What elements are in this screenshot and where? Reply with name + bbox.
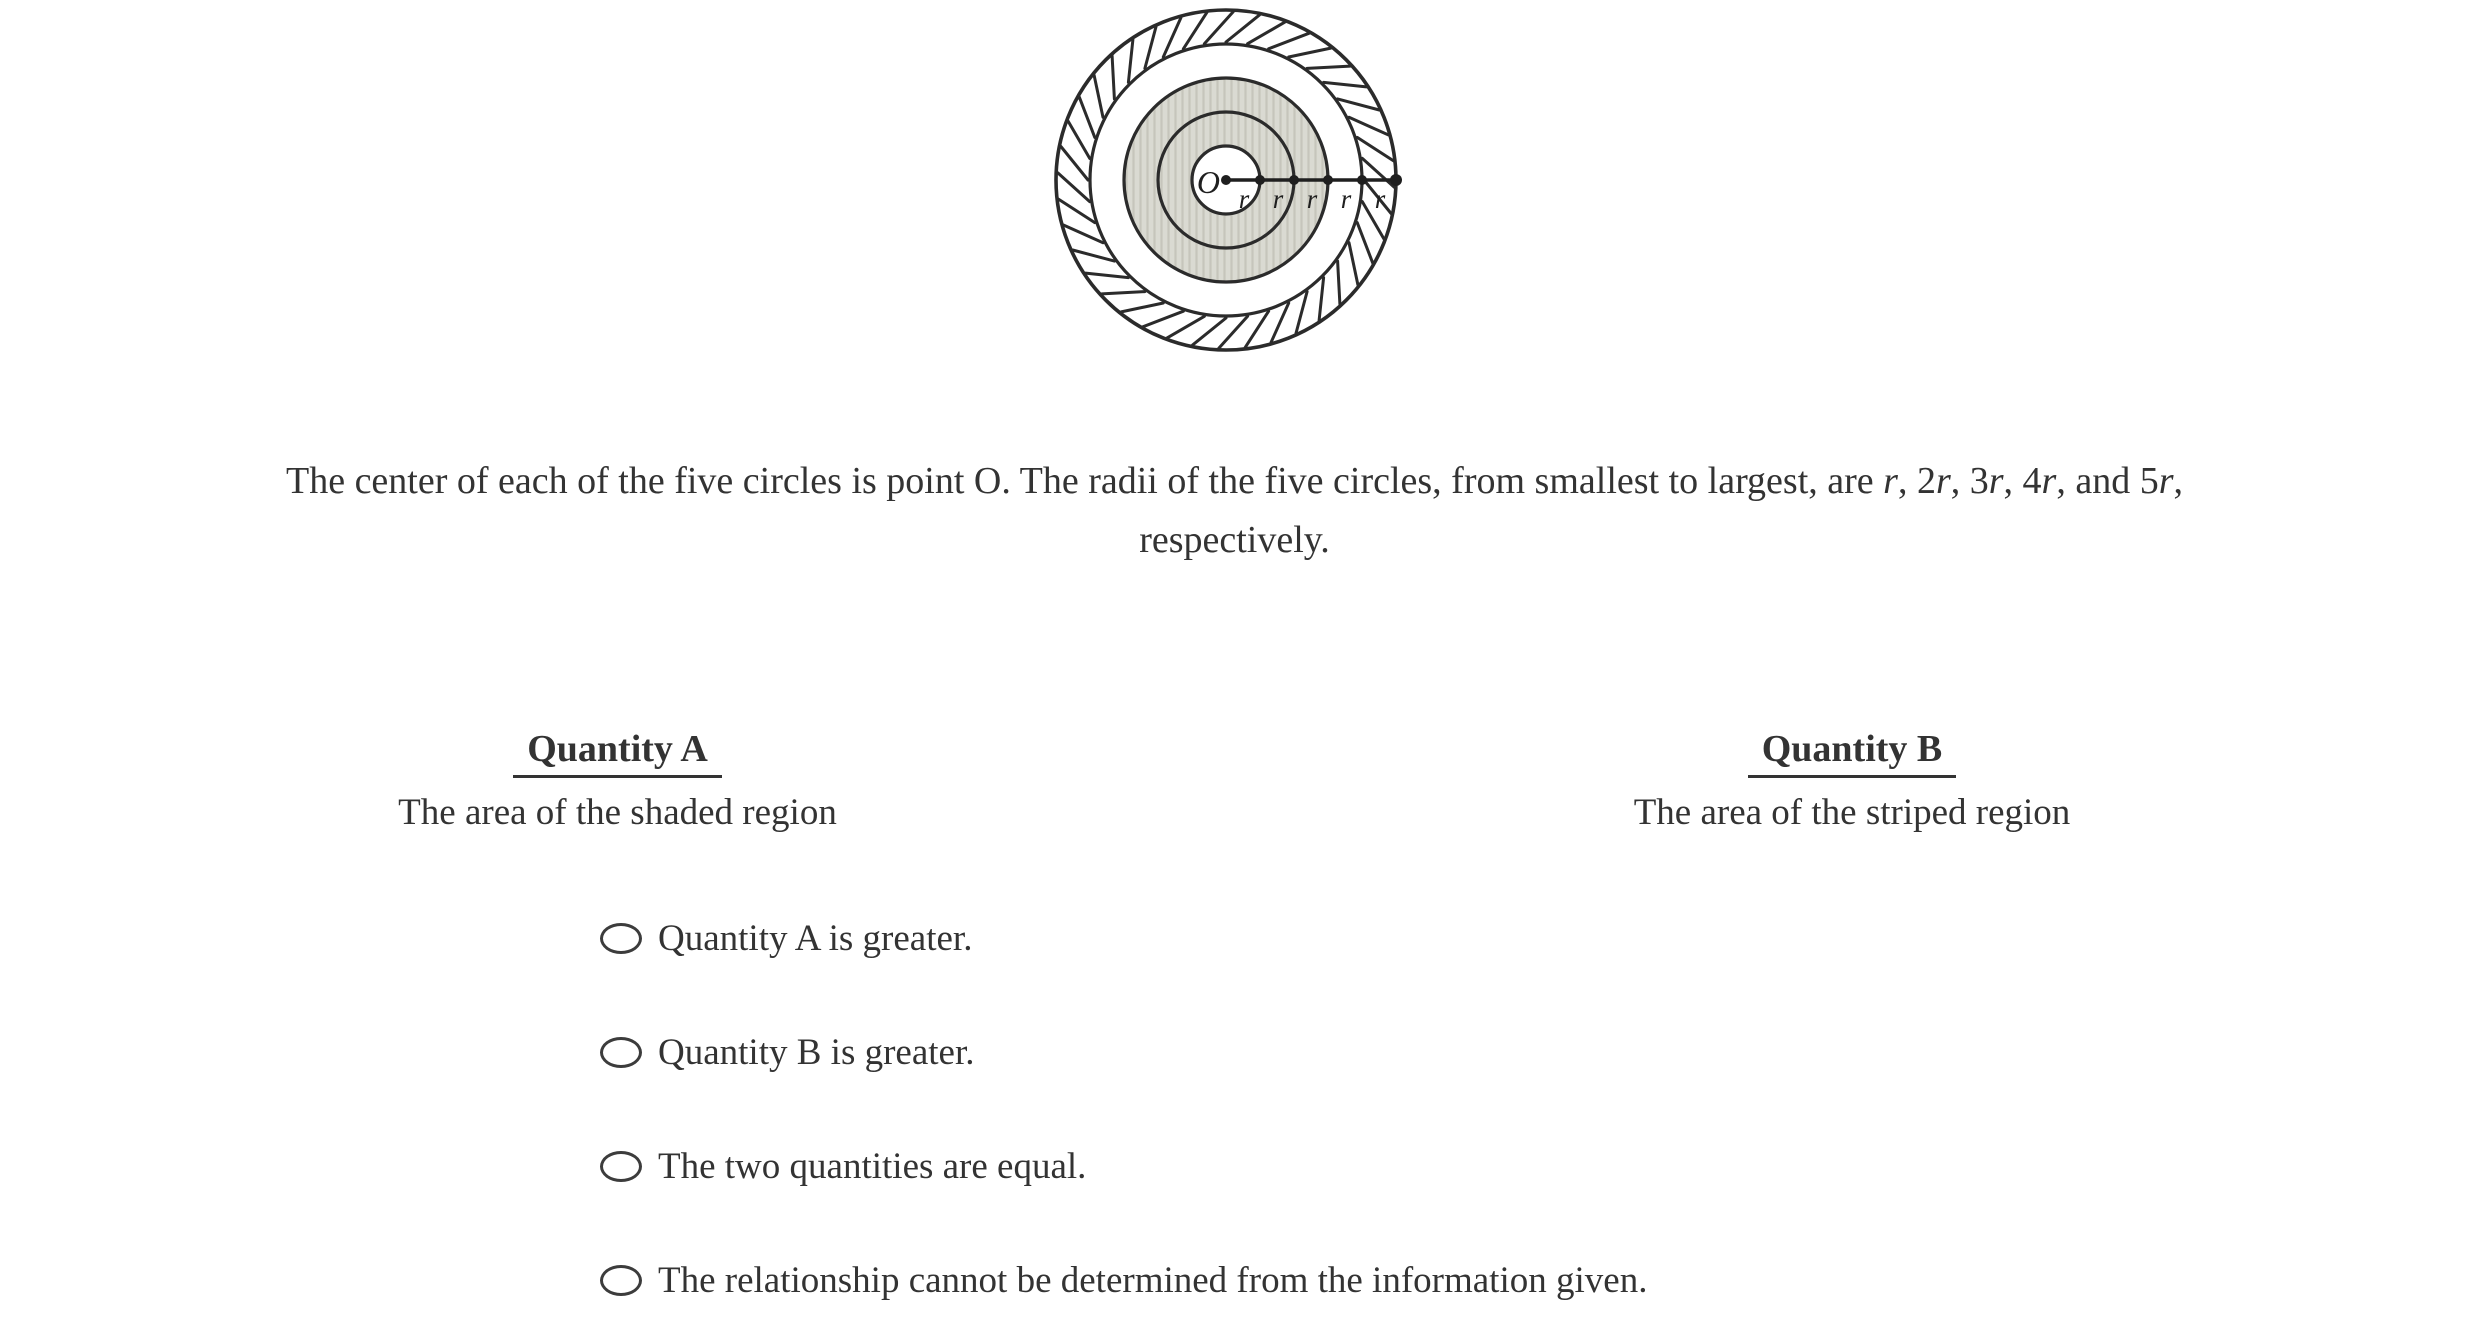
concentric-circles-figure [1046, 4, 1406, 361]
tick-dot-2r [1289, 175, 1299, 185]
quantity-a-column [0, 726, 1235, 835]
tick-dot-r [1255, 175, 1265, 185]
statement-text: , 2 [1897, 460, 1936, 502]
var-r: r [1988, 460, 2004, 502]
quantity-a-description: The area of the shaded region [398, 792, 837, 833]
option-label: Quantity B is greater. [658, 1031, 975, 1073]
var-r: r [1883, 460, 1898, 502]
radio-button[interactable] [600, 1151, 642, 1182]
option-label: The relationship cannot be determined from the information given. [658, 1259, 1648, 1301]
option-quantities-equal[interactable] [600, 1142, 1647, 1190]
option-cannot-be-determined[interactable] [600, 1256, 1647, 1304]
statement-text: , 3 [1950, 460, 1989, 502]
answer-options [600, 914, 1647, 1323]
option-label: The two quantities are equal. [658, 1145, 1087, 1187]
radio-button[interactable] [600, 1265, 642, 1296]
var-r: r [1935, 460, 1951, 502]
var-r: r [2158, 460, 2174, 502]
tick-dot-5r [1390, 174, 1402, 186]
option-label: Quantity A is greater. [658, 917, 973, 959]
option-quantity-b-greater[interactable] [600, 1028, 1647, 1076]
var-r: r [2041, 460, 2057, 502]
radio-button[interactable] [600, 1037, 642, 1068]
radio-button[interactable] [600, 923, 642, 954]
option-quantity-a-greater[interactable] [600, 914, 1647, 962]
tick-dot-4r [1357, 175, 1367, 185]
center-label: O [1196, 164, 1220, 200]
quantity-a-heading: Quantity A [513, 726, 722, 778]
statement-text: The center of each of the five circles is point O. The radii of the five circles, from smallest to largest, are [285, 460, 1884, 502]
problem-statement [0, 452, 2469, 570]
quantity-b-column [1235, 726, 2469, 835]
statement-line-2: respectively. [1139, 519, 1330, 561]
quantity-b-heading: Quantity B [1748, 726, 1957, 778]
quantity-b-description: The area of the striped region [1633, 792, 2071, 833]
r-label-5: r [1374, 184, 1386, 214]
r-label-2: r [1272, 184, 1284, 214]
r-label-4: r [1340, 184, 1352, 214]
statement-text: , and 5 [2056, 460, 2159, 502]
statement-text: , 4 [2003, 460, 2042, 502]
center-point [1221, 175, 1231, 185]
figure-svg [1046, 4, 1406, 356]
r-label-3: r [1306, 184, 1318, 214]
statement-line-1 [0, 452, 2469, 511]
tick-dot-3r [1323, 175, 1333, 185]
r-label-1: r [1238, 184, 1250, 214]
statement-text: , [2173, 460, 2183, 502]
